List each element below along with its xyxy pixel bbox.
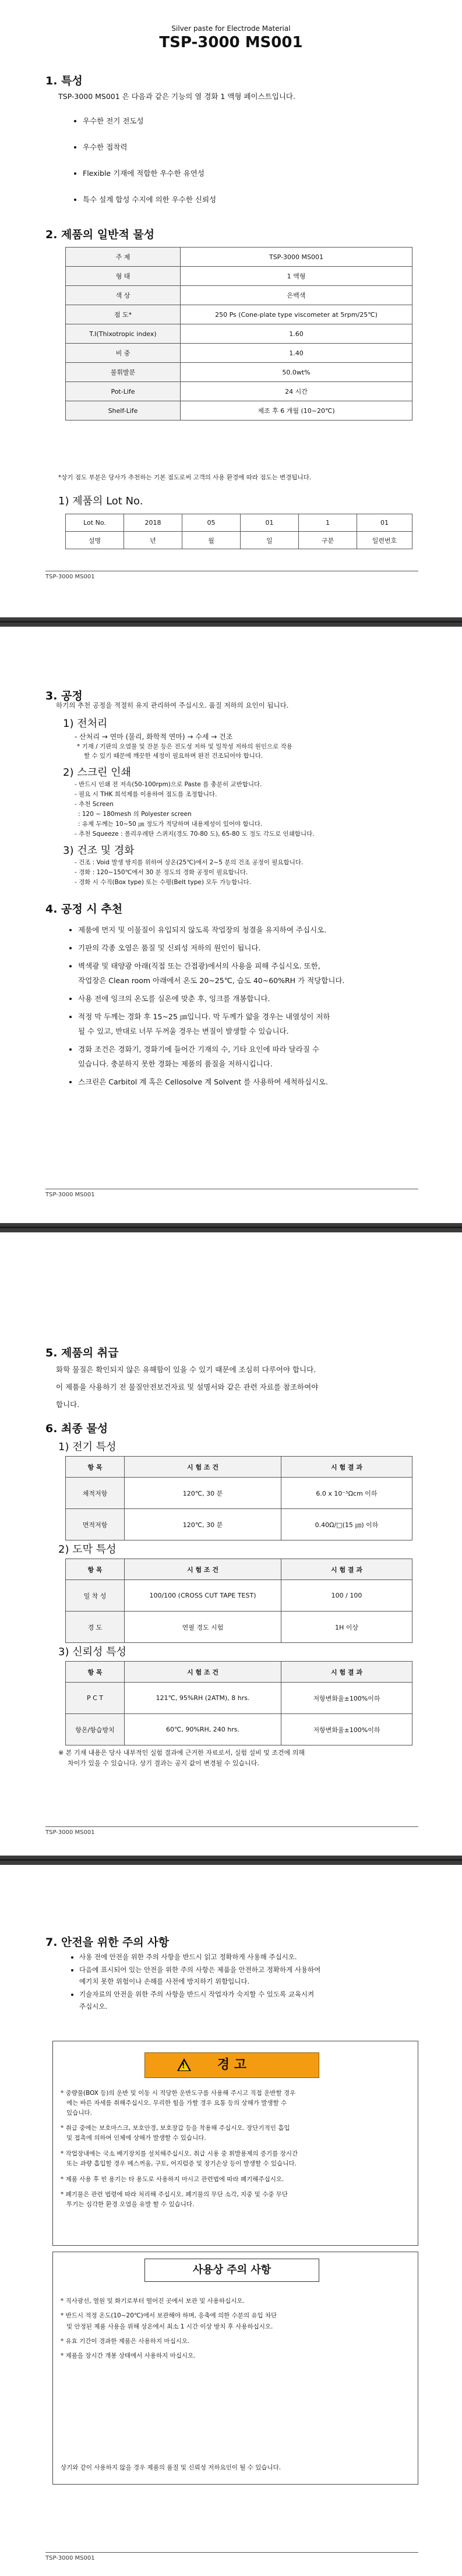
document-title: TSP-3000 MS001 [159, 34, 303, 51]
lot-cell: 01 [241, 514, 299, 532]
lot-table [65, 514, 412, 549]
list-item-text: * 반드시 적정 온도(10~20℃)에서 보관해야 하며, 응축에 의한 수분의 유입 차단 [61, 2312, 277, 2319]
process-2-line: - 추천 Screen [75, 801, 114, 808]
table-cell: 120℃, 30 분 [125, 1478, 281, 1509]
process-1-title: 1) 전처리 [63, 718, 108, 730]
usage-box [52, 2252, 418, 2485]
table-cell: 체적저항 [66, 1478, 125, 1509]
table-row [66, 286, 412, 305]
list-item-text: 주십시오. [79, 2002, 108, 2010]
property-name: 주 제 [66, 248, 181, 267]
note-line: ※ 본 기재 내용은 당사 내부적인 실험 결과에 근거한 자료로서, 실험 설비 및 조건에 의해 [58, 1749, 305, 1757]
lot-cell: 설명 [66, 532, 124, 549]
property-value: 1.40 [181, 344, 412, 363]
list-item [78, 991, 428, 1006]
list-item [61, 2296, 412, 2307]
warning-header [144, 2052, 319, 2078]
list-item [61, 2123, 412, 2143]
process-1-line: 할 수 있기 때문에 깨끗한 세정이 필요하며 완전 건조되어야 합니다. [84, 752, 263, 759]
column-header: 시 험 조 건 [125, 1559, 281, 1580]
lot-cell: 년 [124, 532, 182, 549]
page-separator [0, 1856, 462, 1865]
list-item-text: * 취급 중에는 보호마스크, 보호안경, 보호장갑 등을 착용해 주십시오. 장단기적인 흡입 [61, 2125, 290, 2132]
list-item [78, 941, 428, 955]
process-3-title: 3) 건조 및 경화 [63, 844, 135, 857]
list-item-text: * 작업장내에는 국소 배기장치를 설치해주십시오. 취급 시용 중 휘발용제의 증기를 장시간 [61, 2150, 298, 2157]
footer-rule [45, 2552, 418, 2553]
table-cell: 1H 이상 [281, 1612, 412, 1643]
lot-cell: 05 [182, 514, 241, 532]
warning-icon-mark: ! [182, 2062, 185, 2070]
section-1-title: 1. 특성 [45, 75, 83, 87]
list-item-text: 될 수 있고, 반대로 너무 두꺼울 경우는 변질이 발생할 수 있습니다. [78, 1027, 289, 1036]
section-4-bullets [68, 923, 428, 1098]
list-item-text: 에는 바른 자세를 취해주십시오. 무리한 힘을 가할 경우 요통 등의 상해가 발생할 수 [66, 2099, 287, 2107]
process-2-line: - 추천 Squeeze : 폴리우레탄 스퀴지(경도 70-80 도), 65-80 도 정도 각도로 인쇄합니다. [75, 831, 315, 838]
list-item-text: * 제품을 장시간 개봉 상태에서 사용하지 마십시오. [61, 2352, 196, 2359]
list-item-text: 스크린은 Carbitol 계 혹은 Cellosolve 계 Solvent 를 사용하여 세척하십시오. [78, 1077, 328, 1086]
lot-cell: 2018 [124, 514, 182, 532]
list-item-text: 적정 막 두께는 경화 후 15~25 ㎛입니다. 막 두께가 얇을 경우는 내열성이 저하 [78, 1012, 330, 1021]
electrical-table [65, 1456, 412, 1540]
property-value: TSP-3000 MS001 [181, 248, 412, 267]
table-cell: 60℃, 90%RH, 240 hrs. [125, 1714, 281, 1745]
section-3-title: 3. 공정 [45, 690, 83, 702]
list-item [61, 2351, 412, 2362]
list-item-text: 예기치 못한 위험이나 손해를 사전에 방지하기 위함입니다. [79, 1977, 250, 1986]
list-item-text: * 폐기물은 관련 법령에 따라 처리해 주십시오. 폐기물의 무단 소각, 지중 및 수중 무단 [61, 2191, 288, 2199]
table-cell: 100 / 100 [281, 1580, 412, 1612]
properties-table [65, 247, 412, 421]
table-row [66, 382, 412, 401]
table-row [66, 305, 412, 324]
page-footer: TSP-3000 MS001 [45, 1829, 95, 1836]
process-2-title: 2) 스크린 인쇄 [63, 766, 131, 779]
table-row [66, 401, 412, 421]
table-cell: 121℃, 95%RH (2ATM), 8 hrs. [125, 1683, 281, 1714]
property-name: 점 도* [66, 305, 181, 324]
table-cell: P C T [66, 1683, 125, 1714]
table-row [66, 267, 412, 286]
page-footer: TSP-3000 MS001 [45, 2555, 95, 2561]
property-value: 250 Ps (Cone-plate type viscometer at 5rpm/25℃) [181, 305, 412, 324]
lot-cell: 01 [357, 514, 412, 532]
table-cell: 연필 경도 시험 [125, 1612, 281, 1643]
page-separator [0, 617, 462, 627]
table-cell: 밀 착 성 [66, 1580, 125, 1612]
list-item [78, 1042, 428, 1071]
list-item: • 우수한 전기 전도성 [83, 115, 216, 126]
list-item [78, 1009, 428, 1038]
list-item-text: 벽색광 및 태양광 아래(직접 또는 간접광)에서의 사용을 피해 주십시오. 또한, [78, 962, 320, 970]
table-cell: 저항변화율±100%이하 [281, 1714, 412, 1745]
list-item [61, 2336, 412, 2347]
process-3-line: - 건조 : Void 발생 방지를 위하여 상온(25℃)에서 2~5 분의 건조 공정이 필요합니다. [75, 859, 304, 866]
table-row [66, 248, 412, 267]
lot-cell: 일련번호 [357, 532, 412, 549]
process-3-line: - 경화 시 수직(Box type) 또는 수평(Belt type) 모두 가능합니다. [75, 879, 251, 886]
footer-rule [45, 1826, 418, 1827]
process-2-line: : 유제 두께는 10~50 ㎛ 정도가 적당하며 내용제성이 있어야 합니다. [78, 821, 263, 828]
lot-cell: Lot No. [66, 514, 124, 532]
list-item [61, 2175, 412, 2185]
table-cell: 6.0 x 10⁻⁵Ωcm 이하 [281, 1478, 412, 1509]
lot-cell: 구분 [299, 532, 357, 549]
table-cell: 저항변화율±100%이하 [281, 1683, 412, 1714]
table-row [66, 363, 412, 382]
list-item [61, 2310, 412, 2333]
list-item [78, 1075, 428, 1089]
list-item: • 특수 설계 합성 수지에 의한 우수한 신뢰성 [83, 194, 216, 204]
column-header: 시 험 결 과 [281, 1457, 412, 1478]
section-1-intro: TSP-3000 MS001 은 다음과 같은 기능의 열 경화 1 액형 페이스트입니다. [58, 92, 295, 101]
table-cell: 경 도 [66, 1612, 125, 1643]
section-7-bullets [69, 1951, 429, 2021]
list-item-text: * 중량물(BOX 등)의 운반 및 이동 시 적당한 운반도구를 사용해 주시고 직접 운반할 경우 [61, 2090, 296, 2097]
list-item [61, 2149, 412, 2169]
property-value: 1 액형 [181, 267, 412, 286]
section-5-title: 5. 제품의 취급 [45, 1347, 119, 1359]
list-item-text: 사용 전에 안전을 위한 주의 사항을 반드시 읽고 정확하게 사용해 주십시오. [79, 1953, 297, 1961]
property-value: 24 시간 [181, 382, 412, 401]
process-1-line: * 기재 / 기판의 오염물 및 잔분 등은 전도성 저하 및 밀착성 저하의 원인으로 작용 [77, 743, 292, 750]
usage-title: 사용상 주의 사항 [192, 2264, 271, 2276]
section-7-title: 7. 안전을 위한 주의 사항 [45, 1936, 170, 1949]
page-4 [0, 1865, 462, 2576]
column-header: 항 목 [66, 1662, 125, 1683]
list-item-text: 투기는 심각한 환경 오염을 유발 할 수 있습니다. [66, 2201, 195, 2208]
property-value: 1.60 [181, 324, 412, 344]
list-item [79, 1964, 429, 1987]
section-2-title: 2. 제품의 일반적 물성 [45, 228, 155, 241]
table-cell: 항온/항습방치 [66, 1714, 125, 1745]
property-name: Shelf-Life [66, 401, 181, 421]
list-item-text: 있습니다. 충분하지 못한 경화는 제품의 품질을 저하시킵니다. [78, 1059, 273, 1068]
process-1-line: - 산처리 → 연마 (물리, 화학적 연마) → 수세 → 건조 [75, 733, 233, 741]
page-2 [0, 627, 462, 1223]
table-1-title: 1) 전기 특성 [58, 1441, 117, 1453]
page-footer: TSP-3000 MS001 [45, 574, 95, 580]
list-item-text: 기판의 각종 오염은 품질 및 신뢰성 저하의 원인이 됩니다. [78, 944, 261, 952]
lot-cell: 1 [299, 514, 357, 532]
properties-note: *상기 점도 부분은 당사가 추천하는 기본 점도로써 고객의 사용 환경에 따라 점도는 변경됩니다. [58, 474, 312, 481]
table-cell: 100/100 (CROSS CUT TAPE TEST) [125, 1580, 281, 1612]
list-item: • Flexible 기재에 적합한 우수한 유연성 [83, 168, 216, 178]
list-item-text: 작업장은 Clean room 아래에서 온도 20~25℃, 습도 40~60%RH 가 적당합니다. [78, 976, 345, 985]
list-item [78, 923, 428, 937]
section-5-line: 화학 물질은 확인되지 않은 유해함이 있을 수 있기 때문에 조심히 다루어야 합니다. [56, 1365, 316, 1374]
list-item-text: 경화 조건은 경화기, 경화기에 들어간 기재의 수, 기타 요인에 따라 달라질 수 [78, 1045, 319, 1054]
property-name: 색 상 [66, 286, 181, 305]
list-item: • 우수한 접착력 [83, 142, 216, 152]
list-item-text: 있습니다. [66, 2109, 92, 2116]
column-header: 시 험 조 건 [125, 1457, 281, 1478]
table-row [66, 344, 412, 363]
list-item [78, 959, 428, 988]
page-3 [0, 1232, 462, 1856]
usage-list [61, 2296, 412, 2365]
process-2-line: - 반드시 인쇄 전 저속(50-100rpm)으로 Paste 를 충분히 교반합니다. [75, 781, 262, 788]
lot-title: 1) 제품의 Lot No. [58, 495, 143, 507]
column-header: 항 목 [66, 1457, 125, 1478]
document-subtitle: Silver paste for Electrode Material [171, 24, 291, 33]
property-value: 제조 후 6 개월 (10~20℃) [181, 401, 412, 421]
closing-note: 상기와 같이 사용하지 않을 경우 제품의 품질 및 신뢰성 저하요인이 될 수 있습니다. [61, 2464, 281, 2471]
section-6-title: 6. 최종 물성 [45, 1422, 108, 1435]
table-row [66, 324, 412, 344]
process-2-line: - 필요 시 THK 희석제를 이용하여 점도를 조정합니다. [75, 791, 217, 798]
section-1-bullets [72, 115, 216, 213]
list-item-text: 다음에 표시되어 있는 안전을 위한 주의 사항은 제품을 안전하고 정확하게 사용하여 [79, 1966, 321, 1974]
property-value: 50.0wt% [181, 363, 412, 382]
list-item-text: 또는 과량 흡입할 경우 메스꺼움, 구토, 어지럼증 및 장기손상 등이 발생할 수 있습니다. [66, 2160, 297, 2167]
table-3-title: 3) 신뢰성 특성 [58, 1646, 126, 1658]
column-header: 시 험 조 건 [125, 1662, 281, 1683]
process-3-line: - 경화 : 120~150℃에서 30 분 정도의 경화 공정이 필요합니다. [75, 869, 248, 876]
table-cell: 면적저항 [66, 1509, 125, 1540]
list-item [79, 1988, 429, 2012]
property-value: 은백색 [181, 286, 412, 305]
list-item-text: 사용 전에 잉크의 온도를 실온에 맞춘 후, 잉크를 개봉합니다. [78, 994, 270, 1003]
film-table [65, 1559, 412, 1643]
list-item-text: 및 접촉에 의하여 인체에 상해가 발생할 수 있습니다. [66, 2135, 206, 2142]
list-item-text: * 제품 사용 후 빈 용기는 타 용도로 사용하지 마시고 관련법에 따라 폐기해주십시오. [61, 2175, 284, 2183]
section-5-line: 이 제품을 사용하기 전 물질안전보건자료 및 설명서와 같은 관련 자료를 참조하여야 [56, 1383, 319, 1391]
page-footer: TSP-3000 MS001 [45, 1192, 95, 1198]
table-cell: 120℃, 30 분 [125, 1509, 281, 1540]
list-item [61, 2089, 412, 2118]
page-separator [0, 1223, 462, 1232]
reliability-table [65, 1661, 412, 1745]
list-item-text: * 직사광선, 열원 및 화기로부터 떨어진 곳에서 보관 및 사용하십시오. [61, 2298, 245, 2305]
table-cell: 0.40Ω/□(15 ㎛) 이하 [281, 1509, 412, 1540]
section-3-intro: 하기의 추천 공정을 적절히 유지 관리하여 주십시오. 품질 저하의 요인이 됩니다. [56, 701, 289, 709]
lot-cell: 일 [241, 532, 299, 549]
property-name: 형 태 [66, 267, 181, 286]
usage-header [144, 2259, 319, 2282]
lot-cell: 월 [182, 532, 241, 549]
list-item-text: 기술자료의 안전을 위한 주의 사항을 반드시 작업자가 숙지할 수 있도록 교육시켜 [79, 1990, 315, 1999]
property-name: 불휘발분 [66, 363, 181, 382]
list-item-text: 제품에 먼지 및 이물질이 유입되지 않도록 작업장의 청결을 유지하여 주십시오. [78, 925, 327, 934]
table-2-title: 2) 도막 특성 [58, 1543, 117, 1556]
column-header: 시 험 결 과 [281, 1662, 412, 1683]
property-name: Pot-Life [66, 382, 181, 401]
process-2-line: : 120 ~ 180mesh 의 Polyester screen [78, 811, 192, 818]
page-1 [0, 0, 462, 617]
section-4-title: 4. 공정 시 추천 [45, 903, 123, 916]
list-item [61, 2190, 412, 2210]
column-header: 시 험 결 과 [281, 1559, 412, 1580]
warning-label: 경 고 [217, 2058, 247, 2072]
property-name: T.I(Thixotropic index) [66, 324, 181, 344]
warning-list [61, 2089, 412, 2215]
column-header: 항 목 [66, 1559, 125, 1580]
list-item-text: 및 안정된 제품 사용을 위해 상온에서 최소 1 시간 이상 방치 후 사용하십시오. [66, 2323, 273, 2330]
section-5-line: 합니다. [56, 1400, 80, 1409]
note-line: 차이가 있을 수 있습니다. 상기 결과는 공지 값이 변경될 수 있습니다. [68, 1759, 259, 1767]
list-item [79, 1951, 429, 1963]
list-item-text: * 유효 기간이 경과한 제품은 사용하지 마십시오. [61, 2337, 190, 2345]
property-name: 비 중 [66, 344, 181, 363]
